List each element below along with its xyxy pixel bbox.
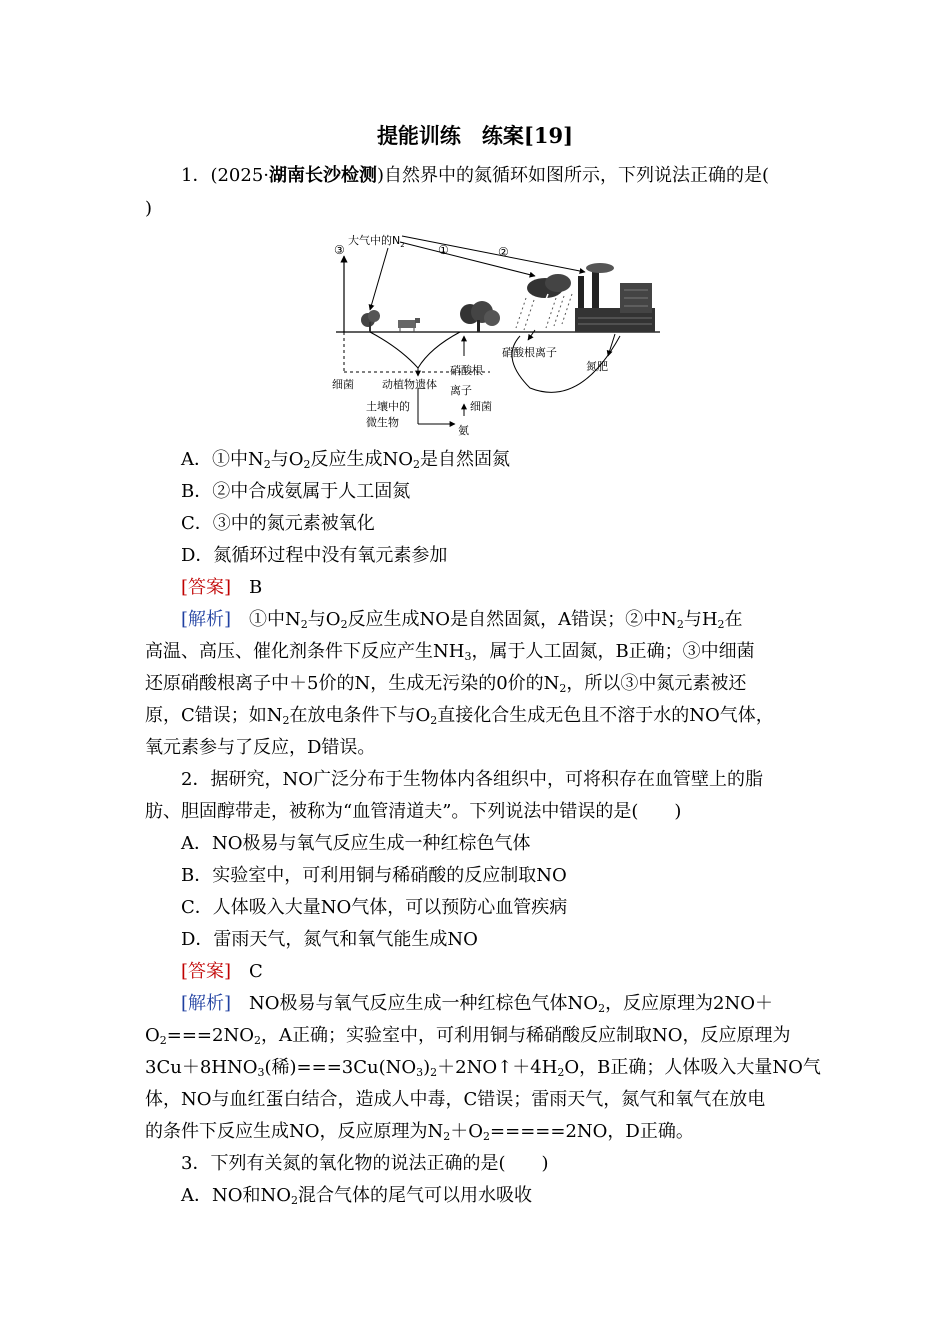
q3-option-a: A．NO和$NO_2$混合气体的尾气可以用水吸收 (181, 1185, 533, 1207)
q2-analysis-line-5: 的条件下反应生成NO，反应原理为$N_2+O_2=====2NO$，D正确。 (145, 1121, 694, 1143)
page-title: 提能训练 练案[19] (376, 123, 574, 148)
q2-analysis-line-1: [解析] NO极易与氧气反应生成一种红棕色气体$NO_2$，反应原理为2NO＋ (181, 993, 774, 1015)
q2-stem-2: 肪、胆固醇带走，被称为“血管清道夫”。下列说法中错误的是( ) (145, 801, 682, 822)
q2-option-b: B．实验室中，可利用铜与稀硝酸的反应制取NO (181, 865, 567, 886)
fig-ammonia-label: 氨 (458, 424, 469, 437)
q1-stem: 1．(2025·湖南长沙检测)自然界中的氮循环如图所示，下列说法正确的是( (181, 165, 770, 186)
fig-nitrate-root-label: 硝酸根 (450, 364, 483, 377)
factory-icon (575, 263, 655, 332)
fig-remains-label: 动植物遗体 (382, 378, 437, 391)
q2-analysis-line-2: $O_2===2NO_2$，A正确；实验室中，可利用铜与稀硝酸反应制取NO，反应原理为 (145, 1025, 791, 1047)
q1-option-b: B．②中合成氨属于人工固氮 (181, 481, 411, 502)
q2-option-c: C．人体吸入大量NO气体，可以预防心血管疾病 (181, 897, 568, 918)
fig-bacteria-label: 细菌 (332, 378, 354, 391)
fig-fertilizer-label: 氮肥 (586, 360, 608, 373)
answer-tag: [答案] (181, 577, 232, 598)
tree-icon (460, 301, 500, 332)
q1-answer: [答案] B (181, 577, 263, 598)
q1-stem-end: ) (145, 198, 153, 219)
q1-analysis-line-3: 还原硝酸根离子中＋5价的N，生成无污染的0价的$N_2$，所以③中氮元素被还 (145, 673, 747, 695)
q1-option-a: A．①中$N_2$与$O_2$反应生成$NO_2$是自然固氮 (181, 449, 511, 471)
fig-circle-3: ③ (334, 243, 345, 257)
q2-analysis-line-3: $3Cu+8HNO_3$(稀)$===3Cu(NO_3)_2+2NO↑+4H_2O$，B正确；人体吸入大量NO气 (145, 1057, 821, 1079)
fig-ion-label: 离子 (450, 384, 472, 397)
fig-soil-label: 土壤中的 (366, 400, 410, 413)
q2-option-a: A．NO极易与氧气反应生成一种红棕色气体 (181, 833, 531, 854)
fig-bacteria2-label: 细菌 (470, 400, 492, 413)
cow-icon (398, 318, 420, 332)
analysis-tag: [解析] (181, 993, 232, 1014)
fig-circle-2: ② (498, 245, 509, 259)
analysis-tag: [解析] (181, 609, 232, 630)
fig-nitrate-ion-label: 硝酸根离子 (502, 346, 557, 359)
q1-analysis-line-1: [解析] ①中$N_2$与$O_2$反应生成NO是自然固氮，A错误；②中$N_2$与$H_2$在 (181, 609, 743, 631)
fig-n2-label: 大气中的$N_2$ (348, 234, 405, 249)
q1-analysis-line-2: 高温、高压、催化剂条件下反应产生$NH_3$，属于人工固氮，B正确；③中细菌 (145, 641, 755, 663)
answer-tag: [答案] (181, 961, 232, 982)
fig-circle-1: ① (438, 243, 449, 257)
q2-answer: [答案] C (181, 961, 263, 982)
q2-option-d: D．雷雨天气，氮气和氧气能生成NO (181, 929, 478, 950)
q1-option-c: C．③中的氮元素被氧化 (181, 513, 375, 534)
q1-analysis-line-5: 氧元素参与了反应，D错误。 (145, 737, 376, 758)
q2-analysis-line-4: 体，NO与血红蛋白结合，造成人中毒，C错误；雷雨天气，氮气和氧气在放电 (145, 1089, 766, 1110)
q1-option-d: D．氮循环过程中没有氧元素参加 (181, 545, 448, 566)
nitrogen-cycle-figure (330, 228, 665, 438)
q3-stem: 3．下列有关氮的氧化物的说法正确的是( ) (181, 1153, 549, 1174)
q2-stem-1: 2．据研究，NO广泛分布于生物体内各组织中，可将积存在血管壁上的脂 (181, 769, 763, 790)
thundercloud-icon (516, 274, 572, 330)
q1-analysis-line-4: 原，C错误；如$N_2$在放电条件下与$O_2$直接化合生成无色且不溶于水的NO气体， (145, 705, 774, 727)
fig-microbe-label: 微生物 (366, 416, 399, 429)
plant-icon (361, 310, 380, 332)
